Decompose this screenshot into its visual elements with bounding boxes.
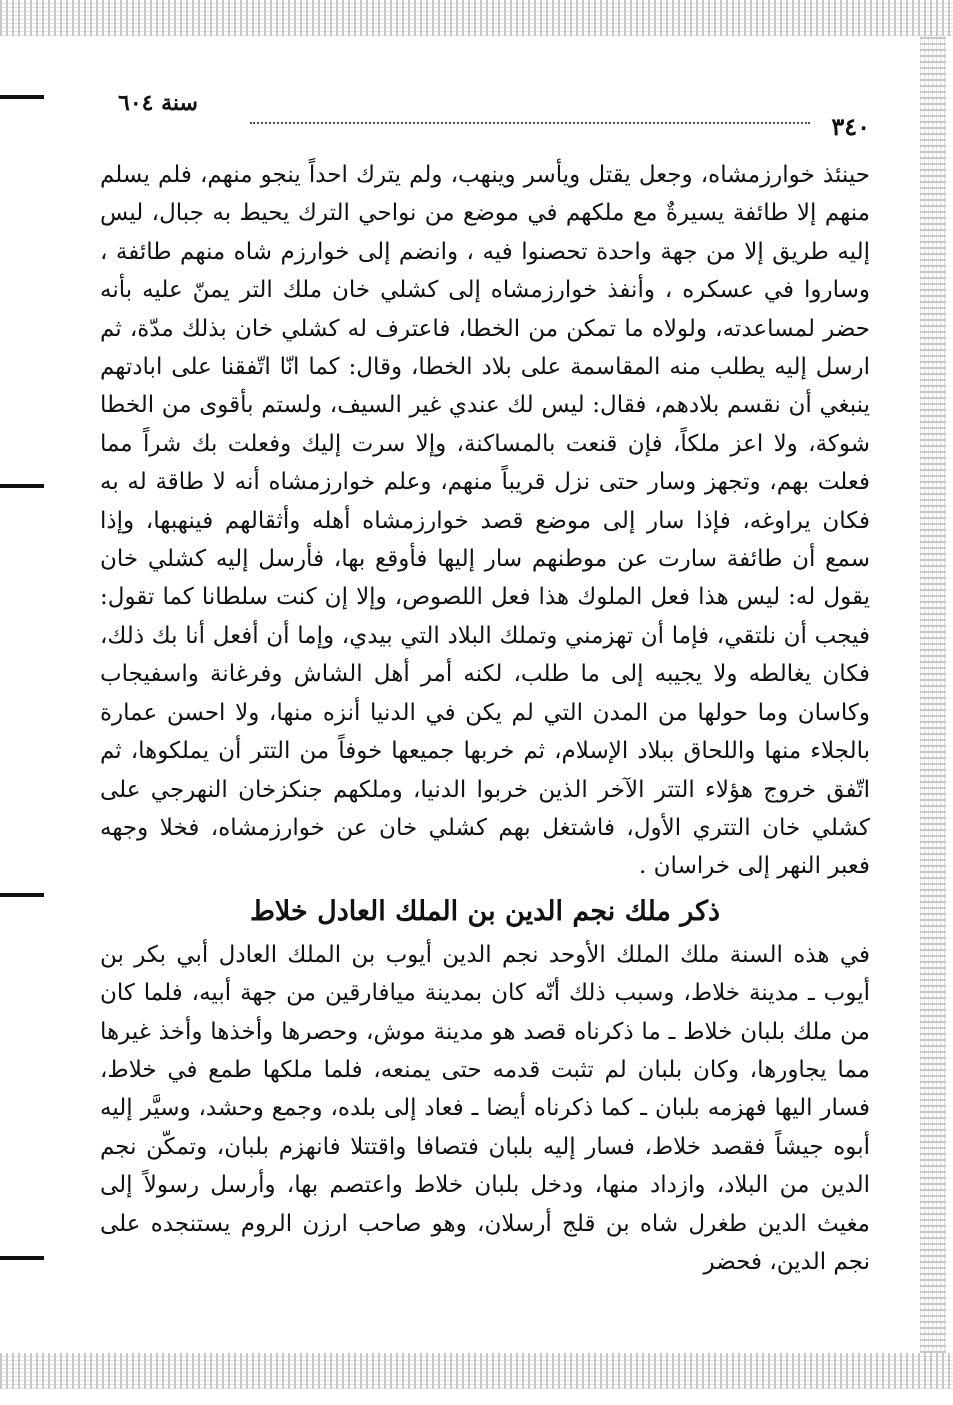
- decorative-border-right: [920, 36, 946, 1353]
- running-header: [100, 90, 870, 156]
- decorative-border-bottom: [0, 1353, 953, 1389]
- scan-edge-mark: [0, 893, 44, 897]
- book-page: [100, 90, 870, 1340]
- header-dotted-rule: [250, 122, 810, 124]
- year-label: سنة ٦٠٤: [118, 90, 198, 116]
- decorative-border-top: [0, 0, 953, 36]
- scan-edge-mark: [0, 484, 44, 488]
- scan-edge-mark: [0, 95, 44, 99]
- section-paragraph: في هذه السنة ملك الملك الأوحد نجم الدين أيوب بن الملك العادل أبي بكر بن أيوب ـ مدينة خلاط، وسبب ذلك أنّه كان بمدينة ميافارقين من جهة أبيه، فلما كان من ملك بلبان خلاط ـ ما ذكرناه قصد هو مدينة موش، وحصرها وأخذها وأخذ غيرها مما يجاورها، وكان بلبان لم تثبت قدمه حتى يمنعه، فلما ملكها طمع في خلاط، فسار اليها فهزمه بلبان ـ كما ذكرناه أيضا ـ فعاد إلى بلده، وجمع وحشد، وسيَّر إليه أبوه جيشاً فقصد خلاط، فسار إليه بلبان فتصافا واقتتلا فانهزم بلبان، وتمكّن نجم الدين من البلاد، وازداد منها، ودخل بلبان خلاط واعتصم بها، وأرسل رسولاً إلى مغيث الدين طغرل شاه بن قلج أرسلان، وهو صاحب ارزن الروم يستنجده على نجم الدين، فحضر: [100, 941, 870, 1275]
- page-number: ٣٤٠: [831, 112, 870, 141]
- body-paragraph: حينئذ خوارزمشاه، وجعل يقتل ويأسر وينهب، ولم يترك احداً ينجو منهم، فلم يسلم منهم إلا طائفة يسيرةٌ مع ملكهم في موضع من نواحي الترك يحيط به جبال، ليس إليه طريق إلا من جهة واحدة تحصنوا فيه ، وانضم إلى خوارزم شاه منهم طائفة ، وساروا في عسكره ، وأنفذ خوارزمشاه إلى كشلي خان ملك التر يمنّ عليه بأنه حضر لمساعدته، ولولاه ما تمكن من الخطا، فاعترف له كشلي خان بذلك مدّة، ثم ارسل إليه يطلب منه المقاسمة على بلاد الخطا، وقال: كما انّا اتّفقنا على ابادتهم ينبغي أن نقسم بلادهم، فقال: ليس لك عندي غير السيف، ولستم بأقوى من الخطا شوكة، ولا اعز ملكاً، فإن قنعت بالمساكنة، وإلا سرت إليك وفعلت بك شراً مما فعلت بهم، وتجهز وسار حتى نزل قريباً منهم، وعلم خوارزمشاه أنه لا طاقة له به فكان يراوغه، فإذا سار إلى موضع قصد خوارزمشاه أهله وأثقالهم فينهبها، وإذا سمع أن طائفة سارت عن موطنهم سار إليها فأوقع بها، فأرسل إليه كشلي خان يقول له: ليس هذا فعل الملوك هذا فعل اللصوص، وإلا إن كنت سلطانا كما تقول: فيجب أن نلتقي، فإما أن تهزمني وتملك البلاد التي بيدي، وإما أن أفعل أنا بك ذلك، فكان يغالطه ولا يجيبه إلى ما طلب، لكنه أمر أهل الشاش وفرغانة واسفيجاب وكاسان وما حولها من المدن التي لم يكن في الدنيا أنزه منها، ولا احسن عمارة بالجلاء منها واللحاق ببلاد الإسلام، ثم خربها جميعها خوفاً من التتر أن يملكوها، ثم اتّفق خروج هؤلاء التتر الآخر الذين خربوا الدنيا، وملكهم جنكزخان النهرجي على كشلي خان التتري الأول، فاشتغل بهم كشلي خان عن خوارزمشاه، فخلا وجهه فعبر النهر إلى خراسان .: [100, 162, 870, 880]
- scan-edge-mark: [0, 1256, 44, 1260]
- section-heading: ذكر ملك نجم الدين بن الملك العادل خلاط: [249, 895, 721, 927]
